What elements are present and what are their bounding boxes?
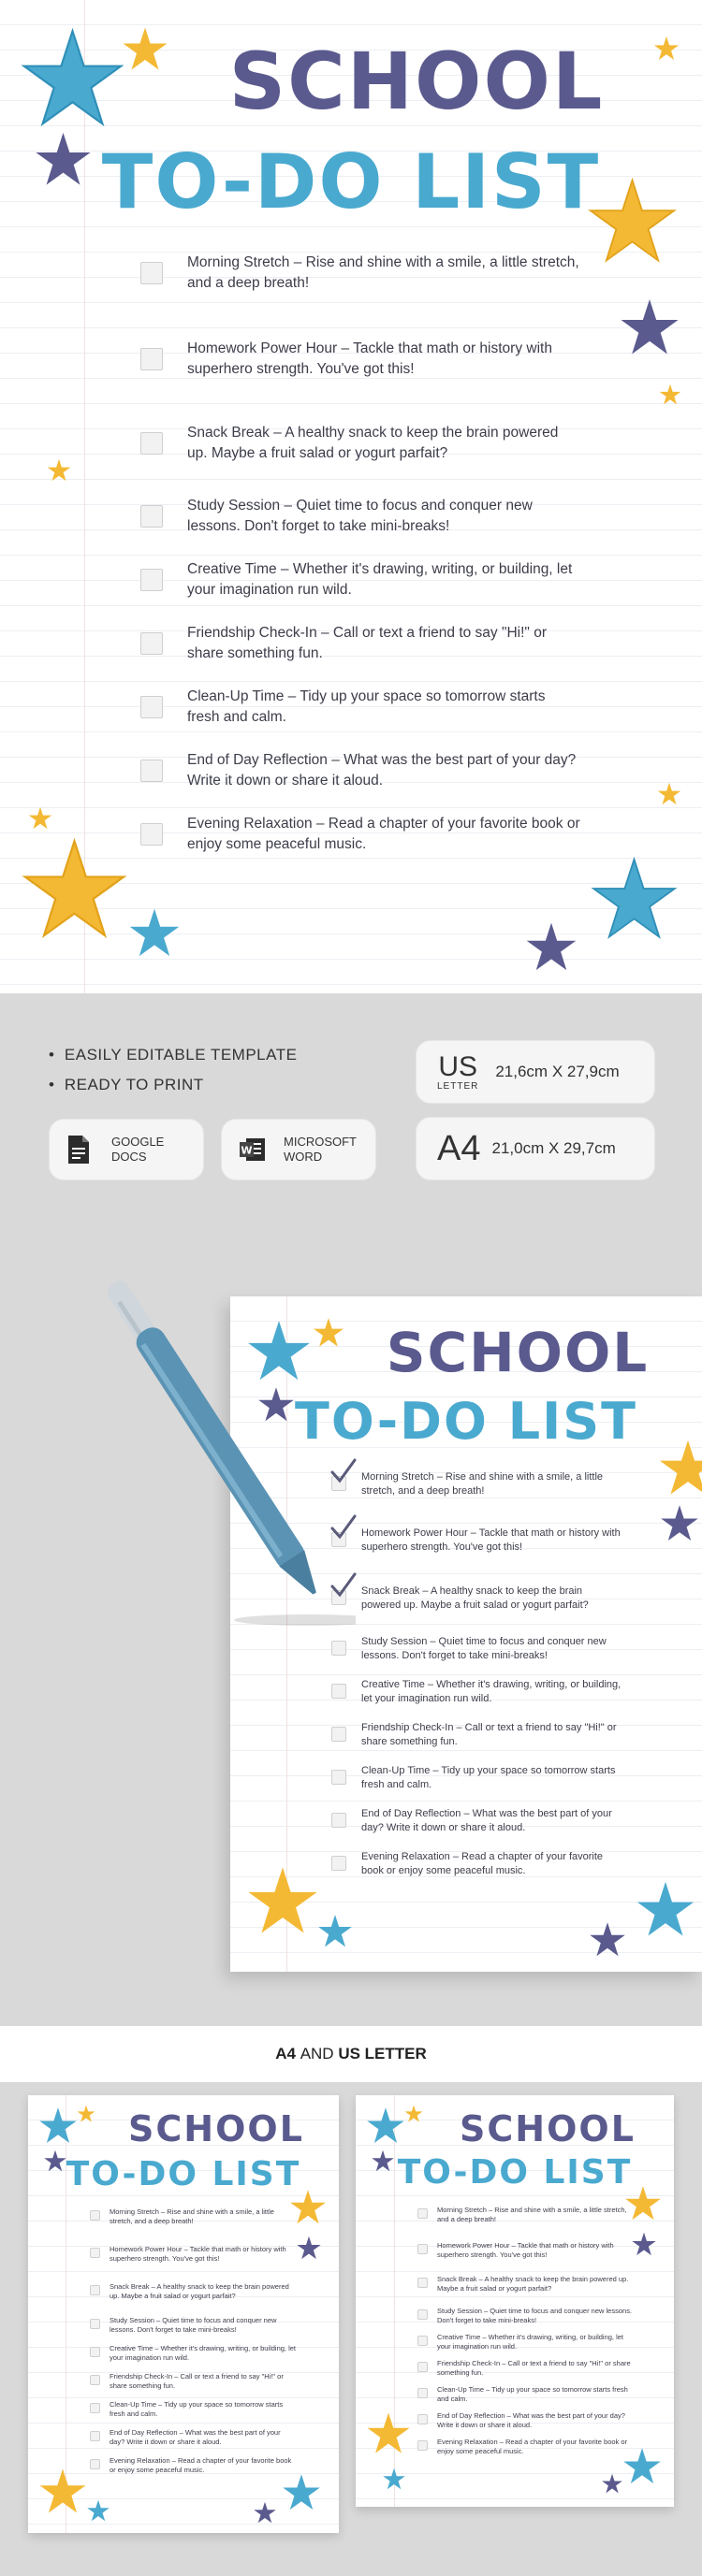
list-item[interactable] (417, 2333, 633, 2352)
list-item[interactable] (140, 687, 580, 728)
item-text: Creative Time – Whether it's drawing, writing, or building, let your imagination run wild. (361, 1679, 622, 1704)
checkbox[interactable] (140, 823, 163, 846)
checkbox[interactable] (140, 760, 163, 782)
pen-illustration (75, 1253, 356, 1628)
feature-item: • READY TO PRINT (49, 1076, 204, 1093)
item-text: Evening Relaxation – Read a chapter of your favorite book or enjoy some peaceful music. (187, 816, 580, 852)
item-text: Friendship Check-In – Call or text a friend to say "Hi!" or share something fun. (437, 2359, 631, 2377)
star-icon (622, 2447, 663, 2486)
star-icon (47, 458, 71, 483)
list-item[interactable] (140, 559, 580, 601)
item-text: Study Session – Quiet time to focus and conquer new lessons. Don't forget to take mini-breaks! (110, 2316, 277, 2334)
star-icon (371, 2149, 395, 2173)
list-item[interactable] (331, 1807, 622, 1835)
star-icon (631, 2232, 657, 2257)
checkbox[interactable] (417, 2362, 428, 2372)
list-item[interactable] (140, 253, 580, 294)
star-icon (635, 1880, 696, 1940)
checkbox[interactable] (90, 2285, 100, 2295)
checkbox[interactable] (140, 348, 163, 370)
list-item[interactable] (90, 2245, 296, 2264)
checkbox[interactable] (90, 2210, 100, 2221)
star-icon (588, 178, 677, 267)
item-text: Study Session – Quiet time to focus and conquer new lessons. Don't forget to take mini-breaks! (437, 2307, 633, 2324)
list-item[interactable] (331, 1635, 622, 1663)
google-docs-icon (68, 1136, 89, 1164)
item-text: Homework Power Hour – Tackle that math or history with superhero strength. You've got this! (187, 340, 552, 377)
list-item[interactable] (417, 2275, 633, 2294)
list-item[interactable] (90, 2207, 296, 2226)
item-text: Morning Stretch – Rise and shine with a smile, a little stretch, and a deep breath! (187, 254, 579, 291)
list-item[interactable] (417, 2241, 633, 2260)
checkbox[interactable] (90, 2403, 100, 2413)
star-icon (19, 28, 126, 131)
list-item[interactable] (417, 2385, 633, 2404)
checkbox[interactable] (140, 432, 163, 455)
list-item[interactable] (140, 814, 580, 855)
list-item[interactable] (331, 1527, 622, 1555)
list-item[interactable] (90, 2282, 296, 2301)
item-text: Evening Relaxation – Read a chapter of your favorite book or enjoy some peaceful music. (361, 1851, 604, 1876)
list-item[interactable] (331, 1850, 622, 1878)
item-text: End of Day Reflection – What was the best part of your day? Write it down or share it aloud. (437, 2411, 625, 2429)
list-item[interactable] (417, 2359, 633, 2378)
checkbox[interactable] (331, 1813, 346, 1828)
star-icon (43, 2149, 67, 2173)
item-text: Morning Stretch – Rise and shine with a smile, a little stretch, and a deep breath! (437, 2206, 627, 2223)
item-text: Homework Power Hour – Tackle that math or history with superhero strength. You've got this! (361, 1527, 621, 1553)
star-icon (618, 297, 681, 358)
star-icon (524, 921, 578, 974)
checkbox[interactable] (417, 2309, 428, 2320)
list-item[interactable] (90, 2400, 296, 2419)
item-text: Study Session – Quiet time to focus and conquer new lessons. Don't forget to take mini-breaks! (361, 1636, 607, 1661)
list-item[interactable] (331, 1764, 622, 1792)
checkbox[interactable] (140, 632, 163, 655)
item-text: Clean-Up Time – Tidy up your space so tomorrow starts fresh and calm. (361, 1765, 616, 1790)
size-sub: LETTER (437, 1080, 479, 1092)
item-text: Clean-Up Time – Tidy up your space so tomorrow starts fresh and calm. (187, 688, 546, 725)
item-text: Friendship Check-In – Call or text a friend to say "Hi!" or share something fun. (361, 1722, 617, 1747)
list-item[interactable] (331, 1721, 622, 1749)
title-school: SCHOOL (128, 2108, 304, 2149)
item-text: Clean-Up Time – Tidy up your space so tomorrow starts fresh and calm. (110, 2400, 284, 2418)
checkbox[interactable] (417, 2244, 428, 2254)
title-todo-list: TO-DO LIST (66, 2155, 301, 2193)
star-icon (127, 907, 182, 960)
band-and: AND (300, 2045, 334, 2062)
list-item[interactable] (140, 623, 580, 664)
list-item[interactable] (140, 750, 580, 791)
star-icon (382, 2467, 406, 2491)
checkbox[interactable] (90, 2347, 100, 2357)
checkbox[interactable] (331, 1856, 346, 1871)
size-badge-a4 (416, 1117, 655, 1180)
size-dims: 21,6cm X 27,9cm (495, 1063, 620, 1080)
star-icon (365, 2411, 412, 2456)
svg-text:W: W (241, 1144, 253, 1157)
star-icon (316, 1914, 354, 1949)
band-us-letter: US LETTER (338, 2045, 427, 2062)
star-icon (21, 838, 128, 943)
list-item[interactable] (140, 423, 580, 464)
item-text: Snack Break – A healthy snack to keep the brain powered up. Maybe a fruit salad or yogurt parfait? (437, 2275, 629, 2293)
list-item[interactable] (90, 2372, 296, 2391)
star-icon (86, 2499, 110, 2523)
google-docs-badge[interactable] (49, 1119, 204, 1180)
star-icon (657, 782, 681, 806)
star-icon (404, 2105, 423, 2123)
list-item[interactable] (417, 2438, 633, 2456)
item-text: Snack Break – A healthy snack to keep the brain powered up. Maybe a fruit salad or yogurt parfait? (187, 425, 559, 461)
checkbox[interactable] (90, 2459, 100, 2469)
checkbox[interactable] (417, 2388, 428, 2398)
item-text: Friendship Check-In – Call or text a friend to say "Hi!" or share something fun. (110, 2372, 284, 2390)
app-name-line1: MICROSOFT (284, 1135, 357, 1149)
list-item[interactable] (331, 1678, 622, 1706)
item-text: Evening Relaxation – Read a chapter of your favorite book or enjoy some peaceful music. (437, 2438, 628, 2455)
star-icon (37, 2106, 79, 2146)
checkbox[interactable] (140, 696, 163, 718)
item-text: Evening Relaxation – Read a chapter of your favorite book or enjoy some peaceful music. (110, 2456, 292, 2474)
item-text: Homework Power Hour – Tackle that math or history with superhero strength. You've got this! (437, 2241, 614, 2259)
title-school: SCHOOL (386, 1321, 650, 1384)
item-text: Snack Break – A healthy snack to keep the brain powered up. Maybe a fruit salad or yogurt parfait? (361, 1585, 589, 1611)
list-item[interactable] (417, 2206, 633, 2224)
star-icon (296, 2236, 322, 2261)
checkbox[interactable] (331, 1770, 346, 1785)
features-list (49, 1046, 297, 1094)
star-icon (590, 857, 679, 943)
star-icon (281, 2473, 322, 2512)
star-icon (659, 1504, 700, 1543)
star-icon (623, 2185, 663, 2222)
thumbnail-us-letter (356, 2095, 674, 2507)
star-icon (37, 2467, 88, 2516)
list-item[interactable] (140, 496, 580, 537)
checkbox[interactable] (417, 2440, 428, 2451)
item-text: Snack Break – A healthy snack to keep the brain powered up. Maybe a fruit salad or yogurt parfait? (110, 2282, 289, 2300)
checkbox[interactable] (90, 2248, 100, 2258)
app-name-line1: GOOGLE (111, 1135, 165, 1149)
list-item[interactable] (331, 1470, 622, 1498)
main-sheet (0, 0, 702, 993)
star-icon (601, 2473, 623, 2495)
star-icon (288, 2189, 328, 2226)
list-item[interactable] (417, 2307, 633, 2325)
checkbox[interactable] (90, 2375, 100, 2385)
thumbnail-a4 (28, 2095, 339, 2533)
star-icon (245, 1865, 320, 1938)
checkbox[interactable] (417, 2278, 428, 2288)
item-text: End of Day Reflection – What was the best part of your day? Write it down or share it aloud. (110, 2428, 281, 2446)
star-icon (365, 2106, 406, 2146)
item-text: End of Day Reflection – What was the best part of your day? Write it down or share it aloud. (361, 1808, 612, 1833)
word-icon (239, 1136, 267, 1164)
star-icon (122, 26, 168, 73)
item-text: Creative Time – Whether it's drawing, writing, or building, let your imagination run wild. (110, 2344, 297, 2362)
star-icon (28, 806, 52, 831)
checkbox[interactable] (90, 2431, 100, 2441)
item-text: Study Session – Quiet time to focus and conquer new lessons. Don't forget to take mini-breaks! (187, 498, 533, 534)
star-icon (657, 1439, 702, 1498)
item-text: Homework Power Hour – Tackle that math or history with superhero strength. You've got this! (110, 2245, 286, 2263)
list-item[interactable] (90, 2316, 296, 2335)
title-todo-list: TO-DO LIST (101, 138, 601, 225)
app-name-line2: DOCS (111, 1150, 147, 1164)
star-icon (253, 2501, 277, 2525)
item-text: Morning Stretch – Rise and shine with a smile, a little stretch, and a deep breath! (361, 1471, 604, 1497)
size-code: A4 (437, 1128, 481, 1168)
checkbox[interactable] (331, 1727, 346, 1742)
title-todo-list: TO-DO LIST (397, 2153, 633, 2192)
title-todo-list: TO-DO LIST (295, 1392, 637, 1451)
item-text: End of Day Reflection – What was the best part of your day? Write it down or share it aloud. (187, 752, 577, 789)
star-icon (588, 1921, 627, 1959)
item-text: Morning Stretch – Rise and shine with a smile, a little stretch, and a deep breath! (110, 2207, 274, 2225)
star-icon (653, 36, 680, 62)
checkbox[interactable] (417, 2208, 428, 2219)
list-item[interactable] (417, 2411, 633, 2430)
checkbox[interactable] (90, 2319, 100, 2329)
checkbox[interactable] (140, 262, 163, 284)
size-dims: 21,0cm X 29,7cm (491, 1139, 616, 1157)
checkbox[interactable] (140, 569, 163, 591)
star-icon (77, 2105, 95, 2123)
checkbox[interactable] (417, 2414, 428, 2424)
title-school: SCHOOL (228, 36, 605, 127)
star-icon (33, 131, 94, 189)
list-item[interactable] (140, 339, 580, 380)
checkbox[interactable] (331, 1684, 346, 1699)
size-code: US (438, 1050, 478, 1082)
item-text: Clean-Up Time – Tidy up your space so tomorrow starts fresh and calm. (437, 2385, 628, 2403)
title-school: SCHOOL (460, 2108, 636, 2149)
list-item[interactable] (90, 2344, 296, 2363)
app-name-line2: WORD (284, 1150, 323, 1164)
word-badge[interactable] (221, 1119, 376, 1180)
star-icon (659, 384, 681, 406)
checkbox[interactable] (140, 505, 163, 528)
list-item[interactable] (90, 2428, 296, 2447)
item-text: Friendship Check-In – Call or text a friend to say "Hi!" or share something fun. (187, 625, 548, 661)
size-badge-us-letter (416, 1040, 655, 1104)
format-band (0, 2026, 702, 2082)
item-text: Creative Time – Whether it's drawing, writing, or building, let your imagination run wild. (437, 2333, 624, 2351)
item-text: Creative Time – Whether it's drawing, writing, or building, let your imagination run wild. (187, 561, 573, 598)
checkbox[interactable] (331, 1641, 346, 1656)
feature-item: • EASILY EDITABLE TEMPLATE (49, 1046, 298, 1064)
checkbox[interactable] (417, 2336, 428, 2346)
list-item[interactable] (331, 1585, 622, 1613)
list-item[interactable] (90, 2456, 296, 2475)
band-a4: A4 (275, 2045, 296, 2062)
